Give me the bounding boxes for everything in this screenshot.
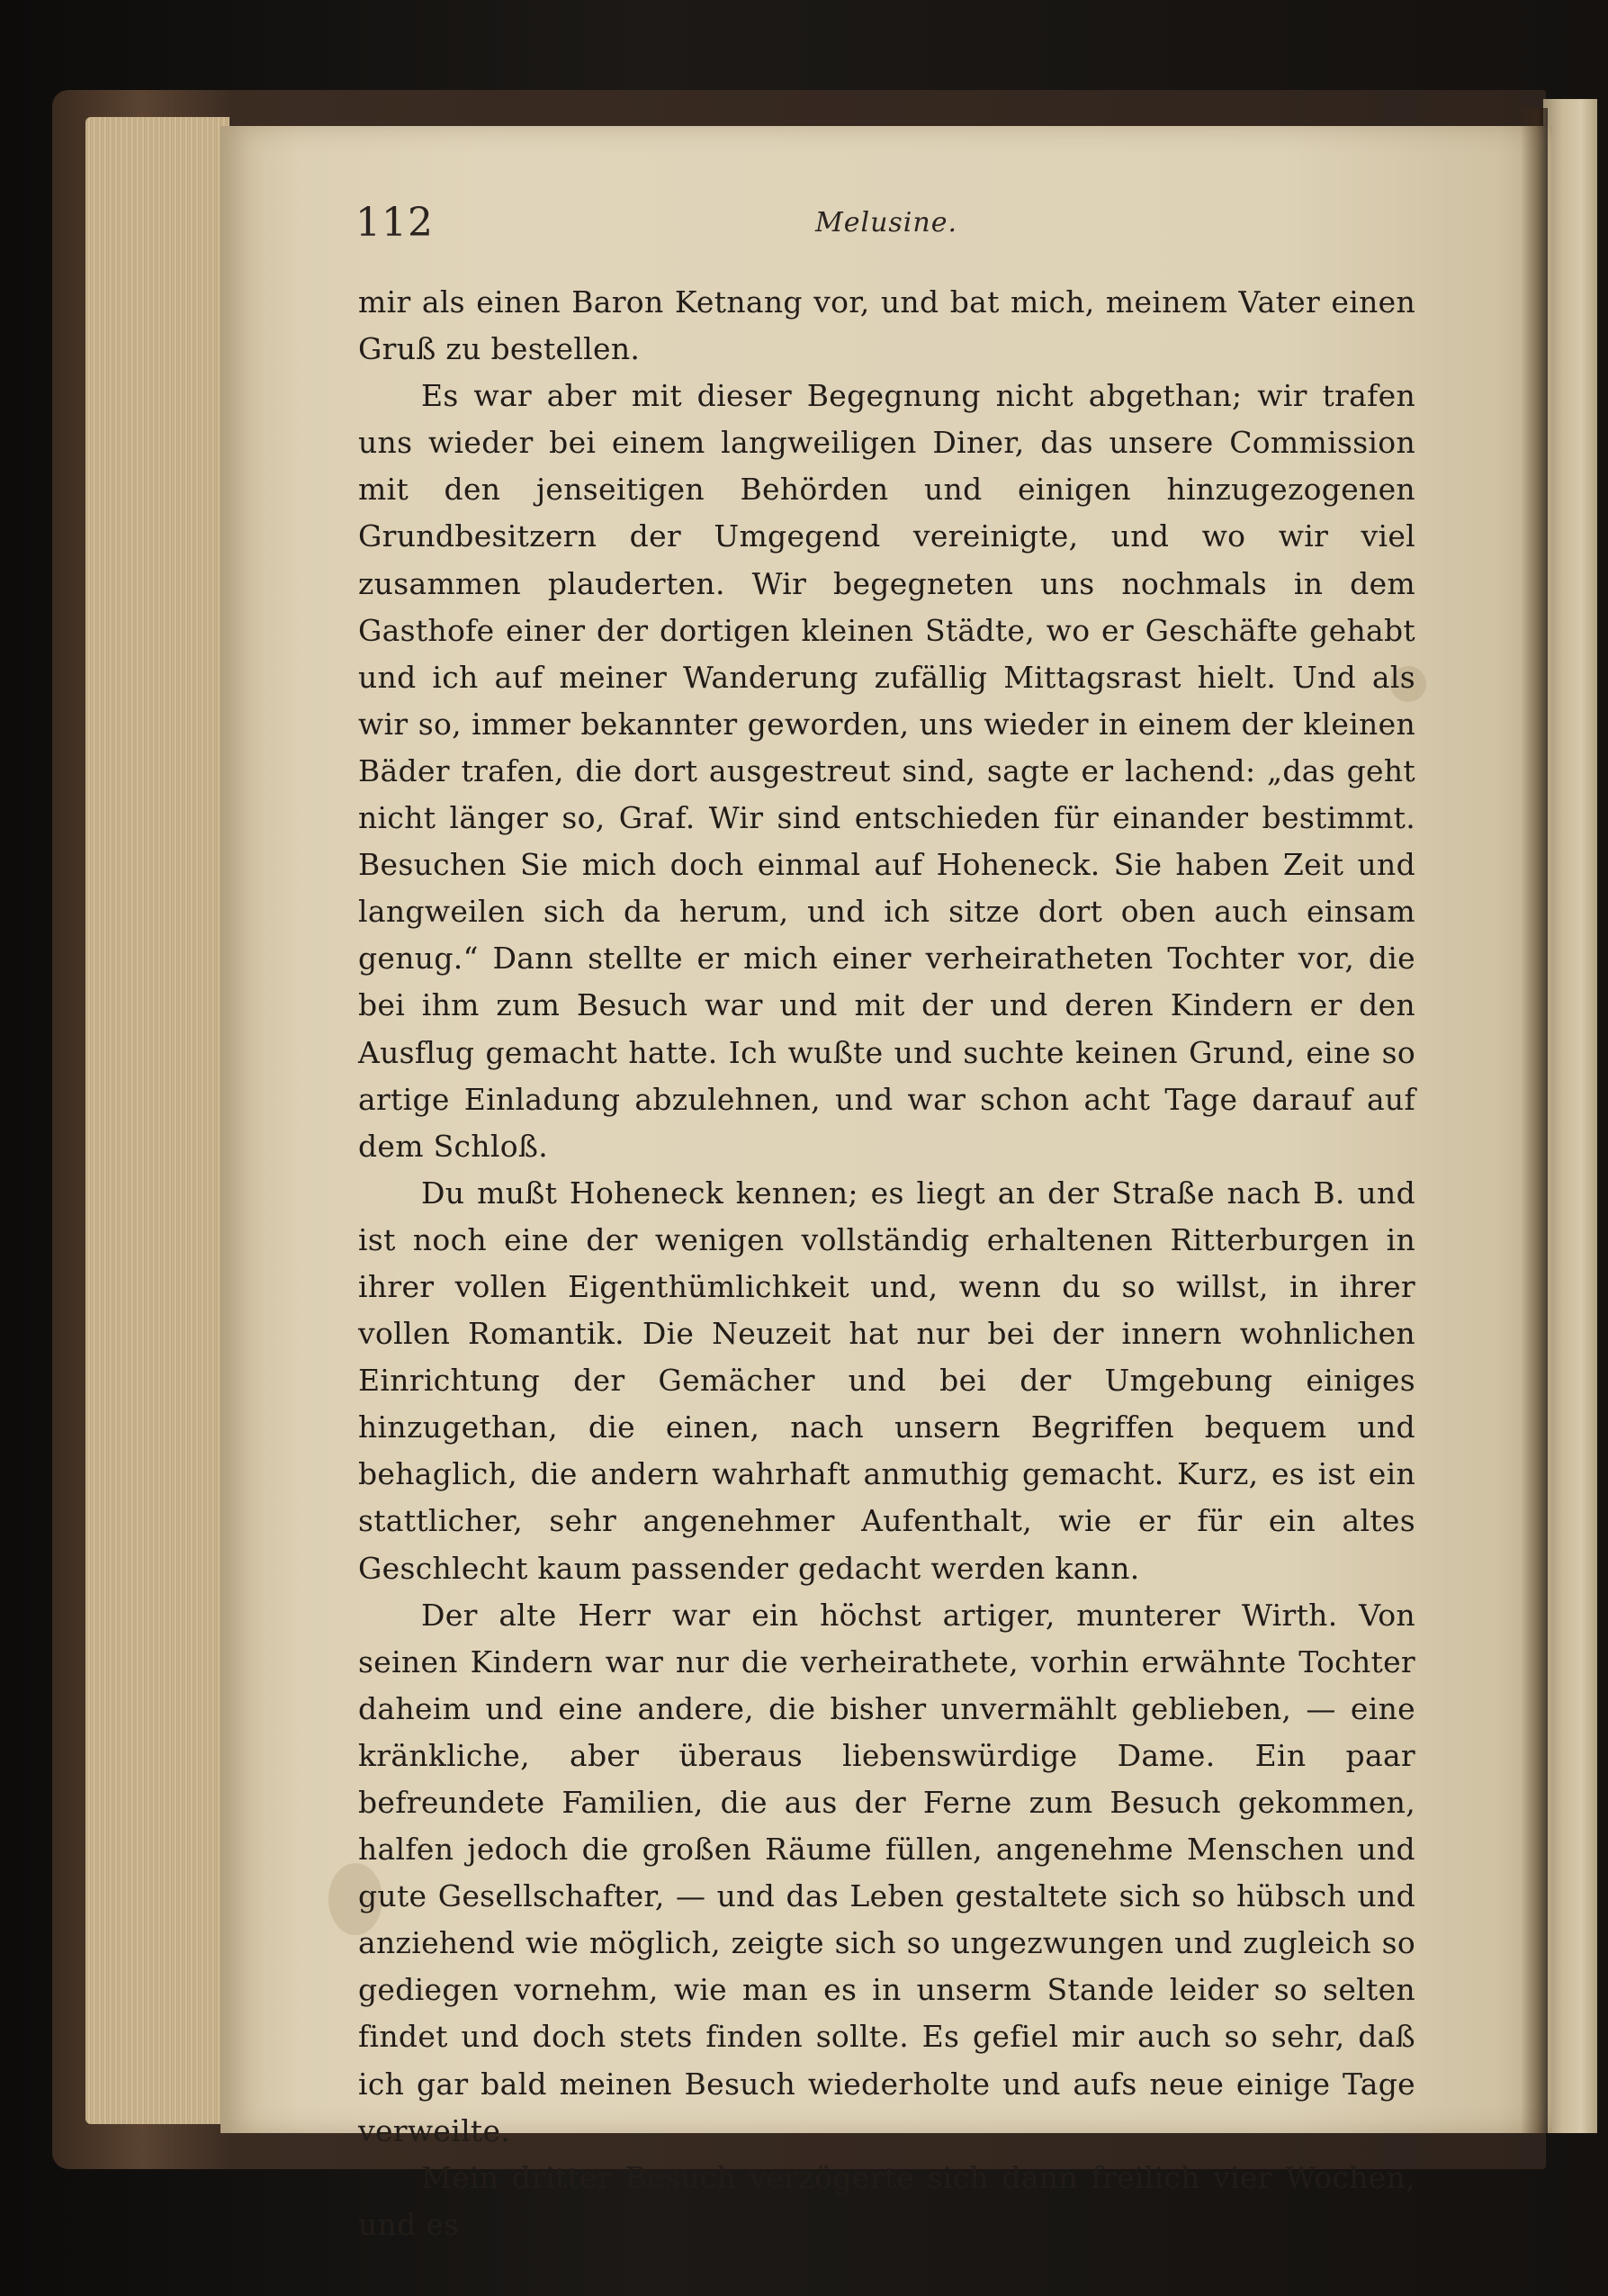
page-gutter xyxy=(1521,108,1548,2133)
paragraph: Du mußt Hoheneck kennen; es liegt an der Straße nach B. und ist noch eine der wenigen vollständig erhaltenen Ritterburgen in ihrer vollen Eigenthümlichkeit und, wenn du so willst, in ihrer vollen Romantik. Die Neuzeit hat nur bei der innern wohnlichen Einrichtung der Gemächer und bei der Umgebung einiges hinzugethan, die einen, nach unsern Begriffen bequem und behaglich, die andern wahrhaft anmuthig gemacht. Kurz, es ist ein stattlicher, sehr angenehmer Aufenthalt, wie er für ein altes Geschlecht kaum passender gedacht werden kann. xyxy=(358,1175,1415,1586)
paragraph: Es war aber mit dieser Begegnung nicht abgethan; wir trafen uns wieder bei einem langweiligen Diner, das unsere Commission mit den jenseitigen Behörden und einigen hinzugezogenen Grundbesitzern der Umgegend vereinigte, und wo wir viel zusammen plauderten. Wir begegneten uns nochmals in dem Gasthofe einer der dortigen kleinen Städte, wo er Geschäfte gehabt und ich auf meiner Wanderung zufällig Mittagsrast hielt. Und als wir so, immer bekannter geworden, uns wieder in einem der kleinen Bäder trafen, die dort ausgestreut sind, sagte er lachend: „das geht nicht länger so, Graf. Wir sind entschieden für einander bestimmt. Besuchen Sie mich doch einmal auf Hoheneck. Sie haben Zeit und langweilen sich da herum, und ich sitze dort oben auch einsam genug.“ Dann stellte er mich einer verheiratheten Tochter vor, die bei ihm zum Besuch war und mit der und deren Kindern er den Ausflug gemacht hatte. Ich wußte und suchte keinen Grund, eine so artige Einladung abzulehnen, und war schon acht Tage darauf auf dem Schloß. xyxy=(358,378,1415,1164)
running-title: Melusine. xyxy=(815,207,957,239)
page-block-edge xyxy=(85,117,229,2124)
page-number: 112 xyxy=(355,200,434,246)
paragraph: Mein dritter Besuch verzögerte sich dann freilich vier Wochen, und es xyxy=(358,2159,1415,2242)
body-text xyxy=(358,279,1415,2248)
paragraph: Der alte Herr war ein höchst artiger, munterer Wirth. Von seinen Kindern war nur die verheirathete, vorhin erwähnte Tochter daheim und eine andere, die bisher unvermählt geblieben, — eine kränkliche, aber überaus liebenswürdige Dame. Ein paar befreundete Familien, die aus der Ferne zum Besuch gekommen, halfen jedoch die großen Räume füllen, angenehme Menschen und gute Gesellschafter, — und das Leben gestaltete sich so hübsch und anziehend wie möglich, zeigte sich so ungezwungen und zugleich so gediegen vornehm, wie man es in unserm Stande leider so selten findet und doch stets finden sollte. Es gefiel mir auch so sehr, daß ich gar bald meinen Besuch wiederholte und aufs neue einige Tage verweilte. xyxy=(358,1597,1415,2148)
page-header xyxy=(355,200,1417,254)
paragraph: mir als einen Baron Ketnang vor, und bat mich, meinem Vater einen Gruß zu bestellen. xyxy=(358,284,1415,367)
